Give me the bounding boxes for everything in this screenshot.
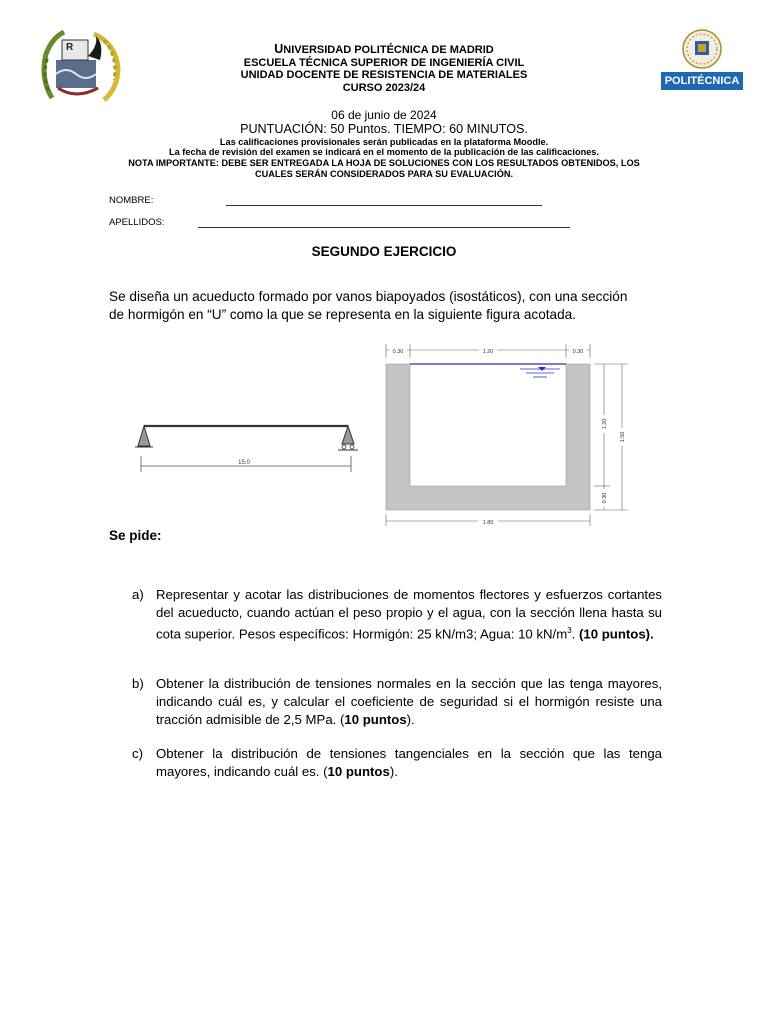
exercise-title: SEGUNDO EJERCICIO <box>311 244 457 259</box>
note-important: NOTA IMPORTANTE: DEBE SER ENTREGADA LA HOJA DE SOLUCIONES CON LOS RESULTADOS OBTENIDOS, LOS <box>128 158 640 168</box>
right-support <box>342 426 354 444</box>
dim-inner-width: 1.20 <box>482 349 494 355</box>
intro-line-1: Se diseña un acueducto formado por vanos biapoyados (isostáticos), con una sección <box>109 289 628 304</box>
item-a-text: Representar y acotar las distribuciones de momentos flectores y esfuerzos cortantes del acueducto, cuando actúan el peso propio y el agua, con la sección llena hasta su cota superior. Pesos específicos: Hormigón: 25 kN/m3; Agua: 10 $kN/m^3$. (10 puntos). <box>156 587 662 642</box>
item-b-mark: b) <box>132 676 144 691</box>
score-time: PUNTUACIÓN: 50 Puntos. TIEMPO: 60 MINUTOS. <box>240 122 528 136</box>
institution-header <box>0 43 768 94</box>
note-moodle: Las calificaciones provisionales serán publicadas en la plataforma Moodle. <box>219 137 549 147</box>
name-field[interactable] <box>226 205 542 206</box>
item-a <box>132 586 662 660</box>
left-support <box>138 426 150 446</box>
dim-bottom-slab: 0.30 <box>602 492 608 504</box>
item-a-mark: a) <box>132 587 144 602</box>
item-b <box>132 675 662 731</box>
item-c-mark: c) <box>132 746 143 761</box>
logo-letter: R <box>66 42 74 53</box>
dim-right-wall: 0.30 <box>572 349 584 355</box>
u-section-diagram <box>378 340 640 530</box>
dim-total-width: 1.80 <box>482 520 494 526</box>
exam-date: 06 de junio de 2024 <box>331 108 437 122</box>
note-review: La fecha de revisión del examen se indicará en el momento de la publicación de las calificaciones. <box>169 147 599 157</box>
beam-diagram <box>132 420 362 476</box>
logo-label: POLITÉCNICA <box>664 75 740 87</box>
item-c-text: Obtener la distribución de tensiones tangenciales en la sección que las tenga mayores, indicando cuál es. (10 puntos). <box>156 746 662 780</box>
dim-left-wall: 0.30 <box>392 349 404 355</box>
unit-name: UNIDAD DOCENTE DE RESISTENCIA DE MATERIALES <box>240 69 528 81</box>
note-evaluation: CUALES SERÁN CONSIDERADOS PARA SU EVALUACIÓN. <box>254 169 514 179</box>
intro-line-2: de hormigón en “U” como la que se representa en la siguiente figura acotada. <box>109 307 576 322</box>
dim-inner-height: 1.20 <box>602 418 608 430</box>
school-name: ESCUELA TÉCNICA SUPERIOR DE INGENIERÍA CIVIL <box>243 56 525 69</box>
item-c <box>132 745 662 783</box>
surname-label: APELLIDOS: <box>109 217 165 228</box>
course: CURSO 2023/24 <box>342 81 426 94</box>
surname-field[interactable] <box>198 227 570 228</box>
requested-heading: Se pide: <box>109 528 162 543</box>
item-b-text: Obtener la distribución de tensiones normales en la sección que las tenga mayores, indicando cuál es, y calcular el coeficiente de seguridad si el hormigón resiste una tracción admisible de 2,5 MPa. (10 puntos). <box>156 676 662 728</box>
span-label: 15.0 <box>238 460 250 466</box>
dim-total-height: 1.50 <box>620 431 626 443</box>
university-name: UNIVERSIDAD POLITÉCNICA DE MADRID <box>274 42 494 56</box>
name-label: NOMBRE: <box>109 195 154 206</box>
concrete-section <box>386 364 590 510</box>
